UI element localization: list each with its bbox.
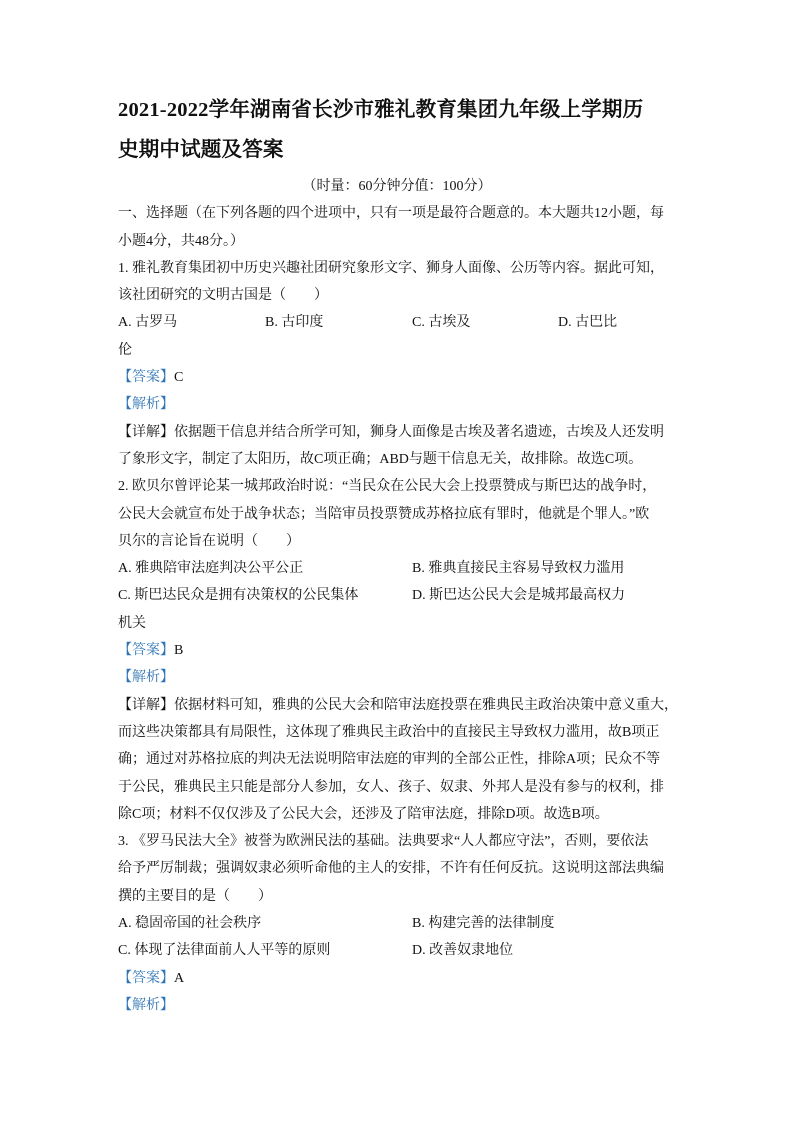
- question-stem: 3. 《罗马民法大全》被誉为欧洲民法的基础。法典要求“人人都应守法”，否则，要依法: [118, 834, 649, 850]
- document-body: [118, 173, 688, 1019]
- option-b: B. 构建完善的法律制度: [412, 916, 555, 932]
- answer-line: [118, 965, 688, 992]
- answer-label: 【答案】: [118, 970, 174, 986]
- question-stem: 贝尔的言论旨在说明（ ）: [118, 533, 300, 549]
- section-heading: 小题4分，共48分。）: [118, 233, 244, 249]
- option-c: C. 斯巴达民众是拥有决策权的公民集体: [118, 588, 359, 604]
- option-d: D. 斯巴达公民大会是城邦最高权力: [412, 588, 626, 604]
- detail-text: 确；通过对苏格拉底的判决无法说明陪审法庭的审判的全部公正性，排除A项；民众不等: [118, 752, 661, 768]
- answer-label: 【答案】: [118, 370, 174, 386]
- option-d: D. 改善奴隶地位: [412, 943, 514, 959]
- analysis-label: 【解析】: [118, 397, 174, 413]
- option-wrap: 伦: [118, 342, 132, 358]
- detail-text: 依据题干信息并结合所学可知，狮身人面像是古埃及著名遗迹，古埃及人还发明: [174, 424, 664, 440]
- question-stem: 给予严厉制裁；强调奴隶必须听命他的主人的安排，不许有任何反抗。这说明这部法典编: [118, 861, 664, 877]
- section-heading: 一、选择题（在下列各题的四个进项中，只有一项是最符合题意的。本大题共12小题，每: [118, 206, 664, 222]
- option-c: C. 体现了法律面前人人平等的原则: [118, 943, 331, 959]
- answer-value: C: [174, 370, 184, 386]
- options-row: [118, 910, 688, 937]
- detail-line: [118, 419, 688, 446]
- options-row: [118, 309, 688, 336]
- detail-text: 除C项；材料不仅仅涉及了公民大会，还涉及了陪审法庭，排除D项。故选B项。: [118, 806, 609, 822]
- question-stem: 公民大会就宣布处于战争状态；当陪审员投票赞成苏格拉底有罪时，他就是个罪人。”欧: [118, 506, 650, 522]
- detail-text: 了象形文字，制定了太阳历，故C项正确；ABD与题干信息无关，故排除。故选C项。: [118, 451, 643, 467]
- answer-value: A: [174, 970, 185, 986]
- options-row: [118, 555, 688, 582]
- options-row: [118, 582, 688, 609]
- analysis-label: 【解析】: [118, 670, 174, 686]
- question-stem: 1. 雅礼教育集团初中历史兴趣社团研究象形文字、狮身人面像、公历等内容。据此可知，: [118, 260, 664, 276]
- title-line: 2021-2022学年湖南省长沙市雅礼教育集团九年级上学期历: [118, 99, 644, 121]
- detail-label: 【详解】: [118, 424, 174, 440]
- options-row: [118, 937, 688, 964]
- option-a: A. 古罗马: [118, 315, 178, 331]
- question-3: [118, 828, 688, 1019]
- answer-line: [118, 637, 688, 664]
- option-a: A. 稳固帝国的社会秩序: [118, 916, 262, 932]
- detail-text: 依据材料可知，雅典的公民大会和陪审法庭投票在雅典民主政治决策中意义重大，: [174, 697, 678, 713]
- option-b: B. 古印度: [265, 315, 324, 331]
- option-d: D. 古巴比: [558, 315, 618, 331]
- answer-line: [118, 364, 688, 391]
- option-c: C. 古埃及: [412, 315, 471, 331]
- analysis-label: 【解析】: [118, 997, 174, 1013]
- answer-value: B: [174, 643, 184, 659]
- question-stem: 2. 欧贝尔曾评论某一城邦政治时说：“当民众在公民大会上投票赞成与斯巴达的战争时，: [118, 479, 657, 495]
- detail-line: [118, 692, 688, 719]
- exam-timing: （时量：60分钟分值：100分）: [302, 179, 492, 194]
- option-a: A. 雅典陪审法庭判决公平公正: [118, 561, 304, 577]
- question-stem: 撰的主要目的是（ ）: [118, 888, 272, 904]
- option-wrap: 机关: [118, 615, 146, 631]
- question-stem: 该社团研究的文明古国是（ ）: [118, 288, 328, 304]
- question-2: [118, 473, 688, 828]
- detail-text: 于公民，雅典民主只能是部分人参加，女人、孩子、奴隶、外邦人是没有参与的权利，排: [118, 779, 664, 795]
- answer-label: 【答案】: [118, 643, 174, 659]
- document-title: [118, 90, 688, 170]
- detail-label: 【详解】: [118, 697, 174, 713]
- question-1: [118, 255, 688, 473]
- title-line: 史期中试题及答案: [118, 139, 284, 161]
- option-b: B. 雅典直接民主容易导致权力滥用: [412, 561, 625, 577]
- detail-text: 而这些决策都具有局限性，这体现了雅典民主政治中的直接民主导致权力滥用，故B项正: [118, 724, 660, 740]
